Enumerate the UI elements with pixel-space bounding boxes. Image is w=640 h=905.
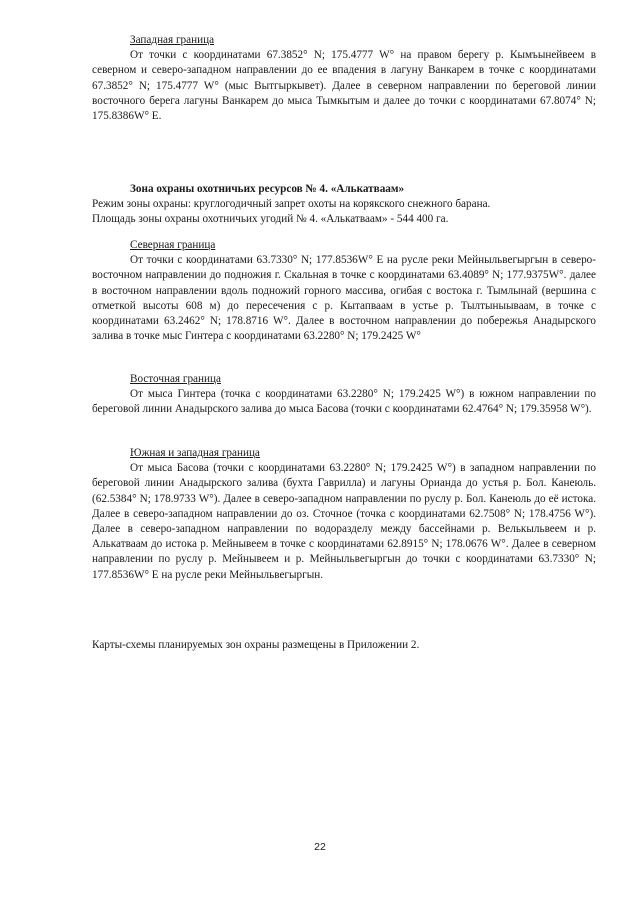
south-west-border-section <box>92 446 596 583</box>
zone-regime: Режим зоны охраны: круглогодичный запрет охоты на корякского снежного барана. <box>92 198 491 211</box>
north-border-text: От точки с координатами 63.7330° N; 177.8536W° E на русле реки Мейныльвегыргын в северо-восточном направлении до подножия г. Скальная в точке с координатами 63.4089° N; 177.9375W°. далее в восточном направлении вдоль подножий горного массива, огибая с востока г. Тымлынай (вершина с отметкой высоты 608 м) до пересечения с р. Кытапваам в устье р. Тылтыныываам, в точке с координатами 63.2462° N; 178.8716 W°. Далее в восточном направлении до побережья Анадырского залива в точке мыс Гинтера с координатами 63.2280° N; 179.2425 W° <box>92 254 596 343</box>
east-border-section <box>92 372 596 418</box>
zone-title: Зона охраны охотничьих ресурсов № 4. «Алькатваам» <box>130 183 405 195</box>
west-border-section <box>92 33 596 124</box>
zone-section <box>92 182 596 228</box>
east-border-heading: Восточная граница <box>130 373 221 385</box>
west-border-heading: Западная граница <box>130 34 215 46</box>
zone-area: Площадь зоны охраны охотничьих угодий № 4. «Алькатваам» - 544 400 га. <box>92 213 449 226</box>
page-number: 22 <box>314 841 326 853</box>
west-border-text: От точки с координатами 67.3852° N; 175.4777 W° на правом берегу р. Кымъынейвеем в северном и северо-западном направлении до ее впадения в лагуну Ванкарем в точке с координатами 67.3852° N; 175.4777 W° (мыс Вытгыркывет). Далее в северном направлении по береговой линии восточного берега лагуны Ванкарем до мыса Тымкытым и далее до точки с координатами 67.8074° N; 175.8386W° E. <box>92 49 596 123</box>
east-border-text: От мыса Гинтера (точка с координатами 63.2280° N; 179.2425 W°) в южном направлении по береговой линии Анадырского залива до мыса Басова (точки с координатами 62.4764° N; 179.35958 W°). <box>92 388 596 416</box>
maps-note-section <box>92 638 596 653</box>
south-west-border-text: От мыса Басова (точки с координатами 63.2280° N; 179.2425 W°) в западном направлении по береговой линии Анадырского залива (бухта Гаврилла) и лагуны Орианда до устья р. Бол. Канеюль. (62.5384° N; 178.9733 W°). Далее в северо-западном направлении по руслу р. Бол. Канеюль до её истока. Далее в северо-западном направлении до оз. Сточное (точка с координатами 62.7508° N; 178.4756 W°). Далее в северо-западном направлении по водоразделу между бассейнами р. Велькыльвеем и р. Алькатваам до истока р. Мейнывеем в точке с координатами 62.8915° N; 178.0676 W°. Далее в северном направлении по руслу р. Мейнывеем и р. Мейныльвегыргын до точки с координатами 63.7330° N; 177.8536W° E на русле реки Мейныльвегыргын. <box>92 462 596 581</box>
north-border-section <box>92 238 596 344</box>
north-border-heading: Северная граница <box>130 239 216 251</box>
south-west-border-heading: Южная и западная граница <box>130 447 260 459</box>
maps-note: Карты-схемы планируемых зон охраны размещены в Приложении 2. <box>92 639 420 651</box>
